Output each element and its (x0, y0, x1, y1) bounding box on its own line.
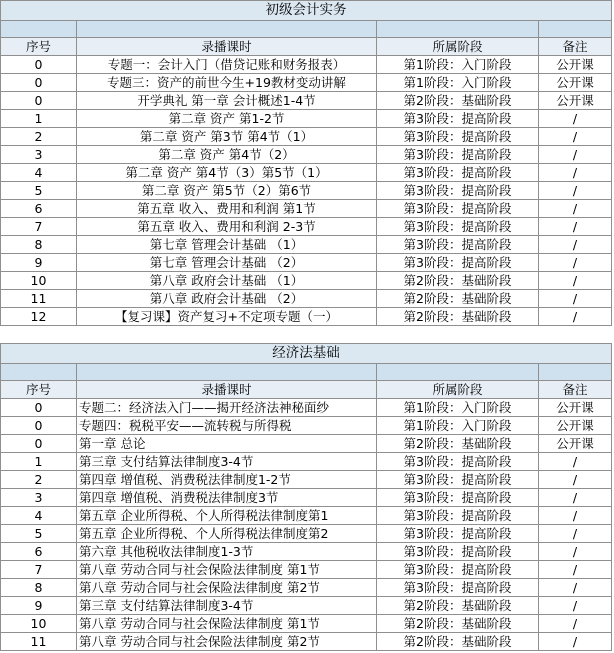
cell-lesson: 专题三：资产的前世今生+19教材变动讲解 (77, 74, 377, 92)
cell-stage: 第3阶段：提高阶段 (377, 471, 539, 489)
cell-lesson: 第四章 增值税、消费税法律制度3节 (77, 489, 377, 507)
cell-lesson: 第一章 总论 (77, 435, 377, 453)
header-stage: 所属阶段 (377, 38, 539, 56)
cell-note: / (539, 146, 612, 164)
cell-lesson: 第七章 管理会计基础 （1） (77, 236, 377, 254)
cell-index: 10 (1, 615, 77, 633)
cell-stage: 第3阶段：提高阶段 (377, 218, 539, 236)
cell-stage: 第3阶段：提高阶段 (377, 128, 539, 146)
cell-stage: 第2阶段：基础阶段 (377, 633, 539, 651)
cell-stage: 第2阶段：基础阶段 (377, 435, 539, 453)
cell-note: / (539, 308, 612, 326)
cell-note: / (539, 110, 612, 128)
table-row (1, 308, 612, 326)
cell-lesson: 第二章 资产 第3节 第4节（1） (77, 128, 377, 146)
cell-index: 8 (1, 236, 77, 254)
table-row (1, 579, 612, 597)
cell-note: / (539, 615, 612, 633)
cell-index: 11 (1, 290, 77, 308)
table-row (1, 56, 612, 74)
cell-index: 5 (1, 525, 77, 543)
cell-index: 0 (1, 56, 77, 74)
cell-index: 7 (1, 561, 77, 579)
header-lesson: 录播课时 (77, 38, 377, 56)
cell-lesson: 第五章 企业所得税、个人所得税法律制度第2 (77, 525, 377, 543)
cell-index: 0 (1, 92, 77, 110)
cell-note: / (539, 272, 612, 290)
header-note: 备注 (539, 38, 612, 56)
table-row (1, 435, 612, 453)
economic-law-table (0, 343, 614, 651)
cell-index: 5 (1, 182, 77, 200)
table-row (1, 92, 612, 110)
table-row (1, 417, 612, 435)
cell-note: / (539, 543, 612, 561)
table-row (1, 128, 612, 146)
cell-lesson: 第八章 劳动合同与社会保险法律制度 第2节 (77, 579, 377, 597)
cell-lesson: 专题二：经济法入门——揭开经济法神秘面纱 (77, 399, 377, 417)
section-title: 初级会计实务 (1, 1, 612, 21)
cell-index: 6 (1, 200, 77, 218)
cell-index: 0 (1, 399, 77, 417)
cell-lesson: 第二章 资产 第5节（2）第6节 (77, 182, 377, 200)
cell-note: / (539, 200, 612, 218)
cell-note: / (539, 579, 612, 597)
cell-lesson: 第五章 收入、费用和利润 2-3节 (77, 218, 377, 236)
section-title: 经济法基础 (1, 344, 612, 364)
cell-stage: 第2阶段：基础阶段 (377, 308, 539, 326)
table-row (1, 453, 612, 471)
table-row (1, 633, 612, 651)
cell-stage: 第1阶段：入门阶段 (377, 399, 539, 417)
cell-stage: 第3阶段：提高阶段 (377, 561, 539, 579)
cell-index: 8 (1, 579, 77, 597)
cell-stage: 第3阶段：提高阶段 (377, 579, 539, 597)
cell-lesson: 开学典礼 第一章 会计概述1-4节 (77, 92, 377, 110)
section-gap (0, 327, 614, 343)
cell-lesson: 第八章 劳动合同与社会保险法律制度 第1节 (77, 615, 377, 633)
header-stage: 所属阶段 (377, 381, 539, 399)
cell-stage: 第2阶段：基础阶段 (377, 92, 539, 110)
cell-note: 公开课 (539, 399, 612, 417)
table-row (1, 290, 612, 308)
table-row (1, 218, 612, 236)
cell-stage: 第3阶段：提高阶段 (377, 146, 539, 164)
table-row (1, 110, 612, 128)
cell-note: / (539, 489, 612, 507)
cell-stage: 第2阶段：基础阶段 (377, 290, 539, 308)
cell-note: / (539, 597, 612, 615)
cell-index: 3 (1, 146, 77, 164)
table-row (1, 561, 612, 579)
cell-note: / (539, 236, 612, 254)
table-row (1, 489, 612, 507)
cell-stage: 第2阶段：基础阶段 (377, 272, 539, 290)
cell-note: / (539, 164, 612, 182)
cell-lesson: 第八章 政府会计基础 （2） (77, 290, 377, 308)
table-row (1, 200, 612, 218)
cell-index: 0 (1, 74, 77, 92)
cell-index: 2 (1, 128, 77, 146)
cell-stage: 第3阶段：提高阶段 (377, 110, 539, 128)
table-row (1, 543, 612, 561)
cell-lesson: 第六章 其他税收法律制度1-3节 (77, 543, 377, 561)
cell-index: 12 (1, 308, 77, 326)
cell-stage: 第1阶段：入门阶段 (377, 74, 539, 92)
table-row (1, 146, 612, 164)
cell-note: / (539, 525, 612, 543)
cell-stage: 第3阶段：提高阶段 (377, 236, 539, 254)
cell-note: / (539, 507, 612, 525)
cell-stage: 第3阶段：提高阶段 (377, 200, 539, 218)
cell-stage: 第2阶段：基础阶段 (377, 615, 539, 633)
table-row (1, 471, 612, 489)
cell-note: / (539, 290, 612, 308)
cell-lesson: 【复习课】资产复习+不定项专题（一） (77, 308, 377, 326)
cell-stage: 第1阶段：入门阶段 (377, 417, 539, 435)
accounting-practice-table (0, 0, 614, 326)
table-row (1, 254, 612, 272)
cell-note: / (539, 182, 612, 200)
cell-note: 公开课 (539, 435, 612, 453)
header-lesson: 录播课时 (77, 381, 377, 399)
cell-stage: 第3阶段：提高阶段 (377, 543, 539, 561)
cell-lesson: 第二章 资产 第1-2节 (77, 110, 377, 128)
cell-index: 3 (1, 489, 77, 507)
header-index: 序号 (1, 381, 77, 399)
cell-stage: 第3阶段：提高阶段 (377, 453, 539, 471)
cell-lesson: 第三章 支付结算法律制度3-4节 (77, 597, 377, 615)
header-note: 备注 (539, 381, 612, 399)
table-row (1, 597, 612, 615)
cell-index: 9 (1, 254, 77, 272)
cell-lesson: 专题四：税税平安——流转税与所得税 (77, 417, 377, 435)
cell-lesson: 第八章 政府会计基础 （1） (77, 272, 377, 290)
cell-stage: 第3阶段：提高阶段 (377, 164, 539, 182)
cell-index: 7 (1, 218, 77, 236)
header-index: 序号 (1, 38, 77, 56)
table-row (1, 525, 612, 543)
cell-note: / (539, 633, 612, 651)
cell-index: 6 (1, 543, 77, 561)
cell-note: 公开课 (539, 417, 612, 435)
table-row (1, 236, 612, 254)
cell-lesson: 第五章 收入、费用和利润 第1节 (77, 200, 377, 218)
cell-index: 0 (1, 417, 77, 435)
cell-note: / (539, 471, 612, 489)
cell-index: 2 (1, 471, 77, 489)
table-row (1, 507, 612, 525)
cell-note: / (539, 254, 612, 272)
table-row (1, 182, 612, 200)
cell-note: 公开课 (539, 92, 612, 110)
cell-lesson: 第五章 企业所得税、个人所得税法律制度第1 (77, 507, 377, 525)
cell-lesson: 第三章 支付结算法律制度3-4节 (77, 453, 377, 471)
cell-lesson: 专题一：会计入门（借贷记账和财务报表） (77, 56, 377, 74)
cell-stage: 第3阶段：提高阶段 (377, 182, 539, 200)
table-row (1, 399, 612, 417)
table-row (1, 615, 612, 633)
cell-lesson: 第八章 劳动合同与社会保险法律制度 第1节 (77, 561, 377, 579)
cell-index: 4 (1, 164, 77, 182)
cell-index: 4 (1, 507, 77, 525)
cell-stage: 第2阶段：基础阶段 (377, 597, 539, 615)
cell-note: / (539, 453, 612, 471)
cell-stage: 第3阶段：提高阶段 (377, 254, 539, 272)
cell-note: 公开课 (539, 74, 612, 92)
cell-index: 1 (1, 453, 77, 471)
cell-index: 11 (1, 633, 77, 651)
cell-note: 公开课 (539, 56, 612, 74)
table-row (1, 272, 612, 290)
cell-lesson: 第七章 管理会计基础 （2） (77, 254, 377, 272)
cell-lesson: 第二章 资产 第4节（3）第5节（1） (77, 164, 377, 182)
cell-lesson: 第四章 增值税、消费税法律制度1-2节 (77, 471, 377, 489)
cell-note: / (539, 218, 612, 236)
cell-index: 0 (1, 435, 77, 453)
cell-note: / (539, 128, 612, 146)
cell-stage: 第1阶段：入门阶段 (377, 56, 539, 74)
cell-index: 1 (1, 110, 77, 128)
cell-lesson: 第二章 资产 第4节（2） (77, 146, 377, 164)
cell-lesson: 第八章 劳动合同与社会保险法律制度 第2节 (77, 633, 377, 651)
cell-stage: 第3阶段：提高阶段 (377, 525, 539, 543)
cell-index: 9 (1, 597, 77, 615)
cell-note: / (539, 561, 612, 579)
cell-stage: 第3阶段：提高阶段 (377, 507, 539, 525)
cell-index: 10 (1, 272, 77, 290)
cell-stage: 第3阶段：提高阶段 (377, 489, 539, 507)
table-row (1, 74, 612, 92)
table-row (1, 164, 612, 182)
